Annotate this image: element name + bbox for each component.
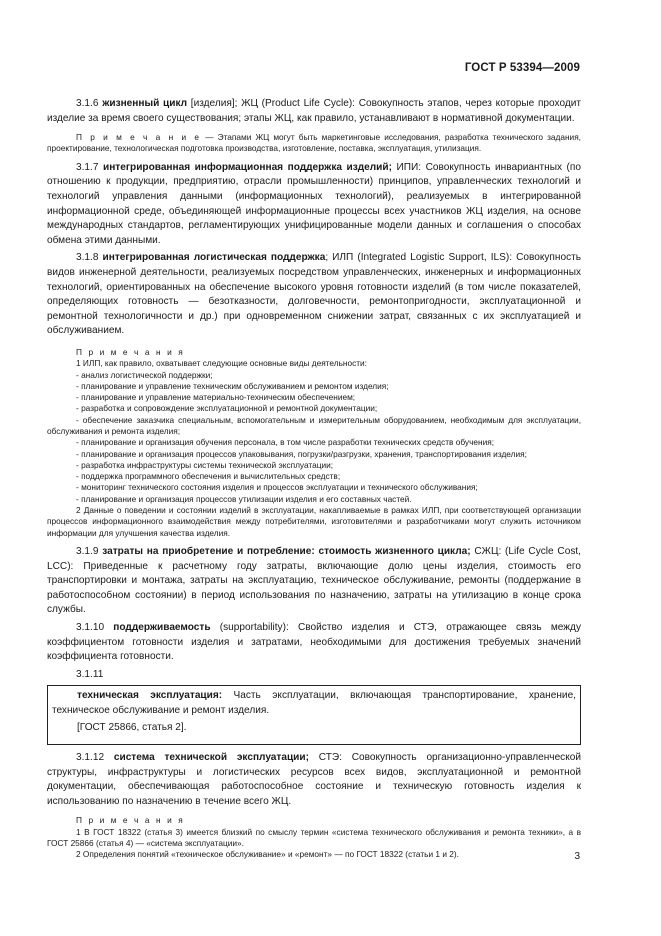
term-name: система технической эксплуатации; — [113, 752, 309, 764]
term-definition: ; ИЛП (Integrated Logistic Support, ILS): Совокупность видов инженерной деятельности, реализуемых посредством управленческих, инженерных и информационных технологий, ориентированных на обеспечение высокого уровня готовности изделий (в том числе показателей, определяющих готовность — безотказности, долговечности, ремонтопригодности, эксплуатационной и ремонтной технологичности и др.) при одновременном снижении затрат, связанных с их эксплуатацией и обслуживанием. — [47, 252, 581, 337]
list-item: - планирование и управление техническим обслуживанием и ремонтом изделия; — [76, 380, 389, 391]
term-number: 3.1.7 — [76, 161, 99, 173]
term-3-1-8 — [47, 251, 581, 339]
list-item: - мониторинг технического состояния изделия и процессов эксплуатации и технического обслуживания; — [76, 482, 478, 493]
source-reference: [ГОСТ 25866, статья 2]. — [77, 722, 187, 734]
list-item: - планирование и организация обучения персонала, в том числе разработки технических средств обучения; — [76, 437, 495, 448]
document-code-header: ГОСТ Р 53394—2009 — [464, 62, 580, 74]
activity-list — [47, 370, 581, 506]
notes-3-1-8 — [47, 347, 581, 539]
term-number: 3.1.6 — [76, 98, 99, 109]
notes-heading: П р и м е ч а н и я — [76, 346, 185, 357]
notes-3-1-12 — [47, 815, 581, 860]
term-definition: СЖЦ: (Life Cycle Cost, LCC): Приведенные к расчетному году затраты, включающие долю цены изделия, стоимость его транспортировки и монтажа, затраты на эксплуатацию, техническое обслуживание, ремонты (поддержание в работоспособном состоянии) в период использования по назначению, затраты на утилизацию в конце срока службы. — [47, 545, 581, 616]
term-number: 3.1.12 — [76, 752, 105, 764]
notes-heading: П р и м е ч а н и я — [76, 815, 185, 826]
list-item: - планирование и управление материально-техническим обеспечением; — [76, 392, 356, 403]
term-3-1-11 — [52, 689, 576, 718]
note-1-intro: 1 ИЛП, как правило, охватывает следующие основные виды деятельности: — [76, 358, 367, 369]
list-item: - поддержка программного обеспечения и вычислительных средств; — [76, 471, 341, 482]
page-number: 3 — [574, 851, 580, 862]
term-number-3-1-11: 3.1.11 — [76, 668, 104, 680]
term-definition: СТЭ: Совокупность организационно-управленческой структуры, инфраструктуры и логистических ресурсов всех видов, эксплуатационной и ремонтной документации, обеспечивающая работоспособное состояние и техническую готовность изделия к использованию по назначению в течение всего ЖЦ. — [47, 752, 582, 807]
list-item: - планирование и организация процессов упаковывания, погрузки/разгрузки, хранения, транспортирования изделия; — [76, 448, 527, 459]
term-number: 3.1.9 — [76, 545, 99, 557]
term-3-1-9 — [47, 545, 581, 618]
term-name: техническая эксплуатация: — [77, 690, 223, 702]
term-number: 3.1.8 — [76, 252, 99, 264]
term-definition: (supportability): Свойство изделия и СТЭ, отражающее связь между коэффициентом готовности изделия и затратами, необходимыми для достижения требуемых значений коэффициента готовности. — [47, 621, 581, 663]
term-3-1-6 — [47, 97, 581, 126]
boxed-term-3-1-11 — [47, 685, 581, 745]
term-definition: [изделия]; ЖЦ (Product Life Cycle): Совокупность этапов, через которые проходит изделие за время своего существования; этапы ЖЦ, как правило, устанавливают в нормативной документации. — [47, 98, 581, 124]
list-item: - разработка инфраструктуры системы технической эксплуатации; — [76, 459, 334, 470]
list-item: - планирование и организация процессов утилизации изделия и его составных частей. — [76, 493, 412, 504]
term-name: поддерживаемость — [113, 621, 211, 633]
term-3-1-10 — [47, 621, 581, 665]
list-item: - анализ логистической поддержки; — [76, 369, 213, 380]
term-number: 3.1.10 — [76, 621, 105, 633]
list-item: - обеспечение заказчика специальным, вспомогательным и измерительным оборудованием, необходимым для эксплуатации, обслуживания и ремонта изделия; — [47, 414, 581, 436]
document-body — [47, 97, 581, 861]
note-2: 2 Определения понятий «техническое обслуживание» и «ремонт» — по ГОСТ 18322 (статьи 1 и 2). — [76, 849, 459, 860]
term-name: интегрированная информационная поддержка изделий; — [102, 161, 392, 173]
term-name: интегрированная логистическая поддержка — [102, 252, 326, 264]
note-2: 2 Данные о поведении и состоянии изделий в эксплуатации, накапливаемые в рамках ИЛП, при соответствующей организации процессов информационного взаимодействия между потребителями, изготовителями и разработчиками могут служить источником информации для улучшения качества изделия. — [47, 505, 581, 538]
note-text: — Этапами ЖЦ могут быть маркетинговые исследования, разработка технического задания, проектирование, технологическая подготовка производства, изготовление, поставка, эксплуатация, утилизация. — [47, 132, 581, 154]
note-label: П р и м е ч а н и е — [76, 132, 202, 143]
term-3-1-7 — [47, 161, 581, 249]
term-definition: ИПИ: Совокупность инвариантных (по отношению к продукции, предприятию, отрасли промышленности) принципов, управленческих технологий и технологий управления данными (информационных технологий), реализуемых в интегрированной информационной среде, объединяющей информационные процессы всех участников ЖЦ изделия, на основе международных стандартов, регламентирующих унифицированные модели данных и соглашения о способах обмена этими данными. — [47, 161, 581, 246]
term-definition: Часть эксплуатации, включающая транспортирование, хранение, техническое обслуживание и ремонт изделия. — [52, 690, 576, 716]
term-name: жизненный цикл — [102, 98, 188, 109]
list-item: - разработка и сопровождение эксплуатационной и ремонтной документации; — [76, 403, 378, 414]
note-3-1-6 — [47, 132, 581, 155]
term-name: затраты на приобретение и потребление: стоимость жизненного цикла; — [102, 545, 471, 557]
note-1: 1 В ГОСТ 18322 (статья 3) имеется близкий по смыслу термин «система технического обслуживания и ремонта техники», а в ГОСТ 25866 (статья 4) — «система эксплуатации». — [47, 826, 581, 849]
term-3-1-12 — [47, 751, 581, 809]
